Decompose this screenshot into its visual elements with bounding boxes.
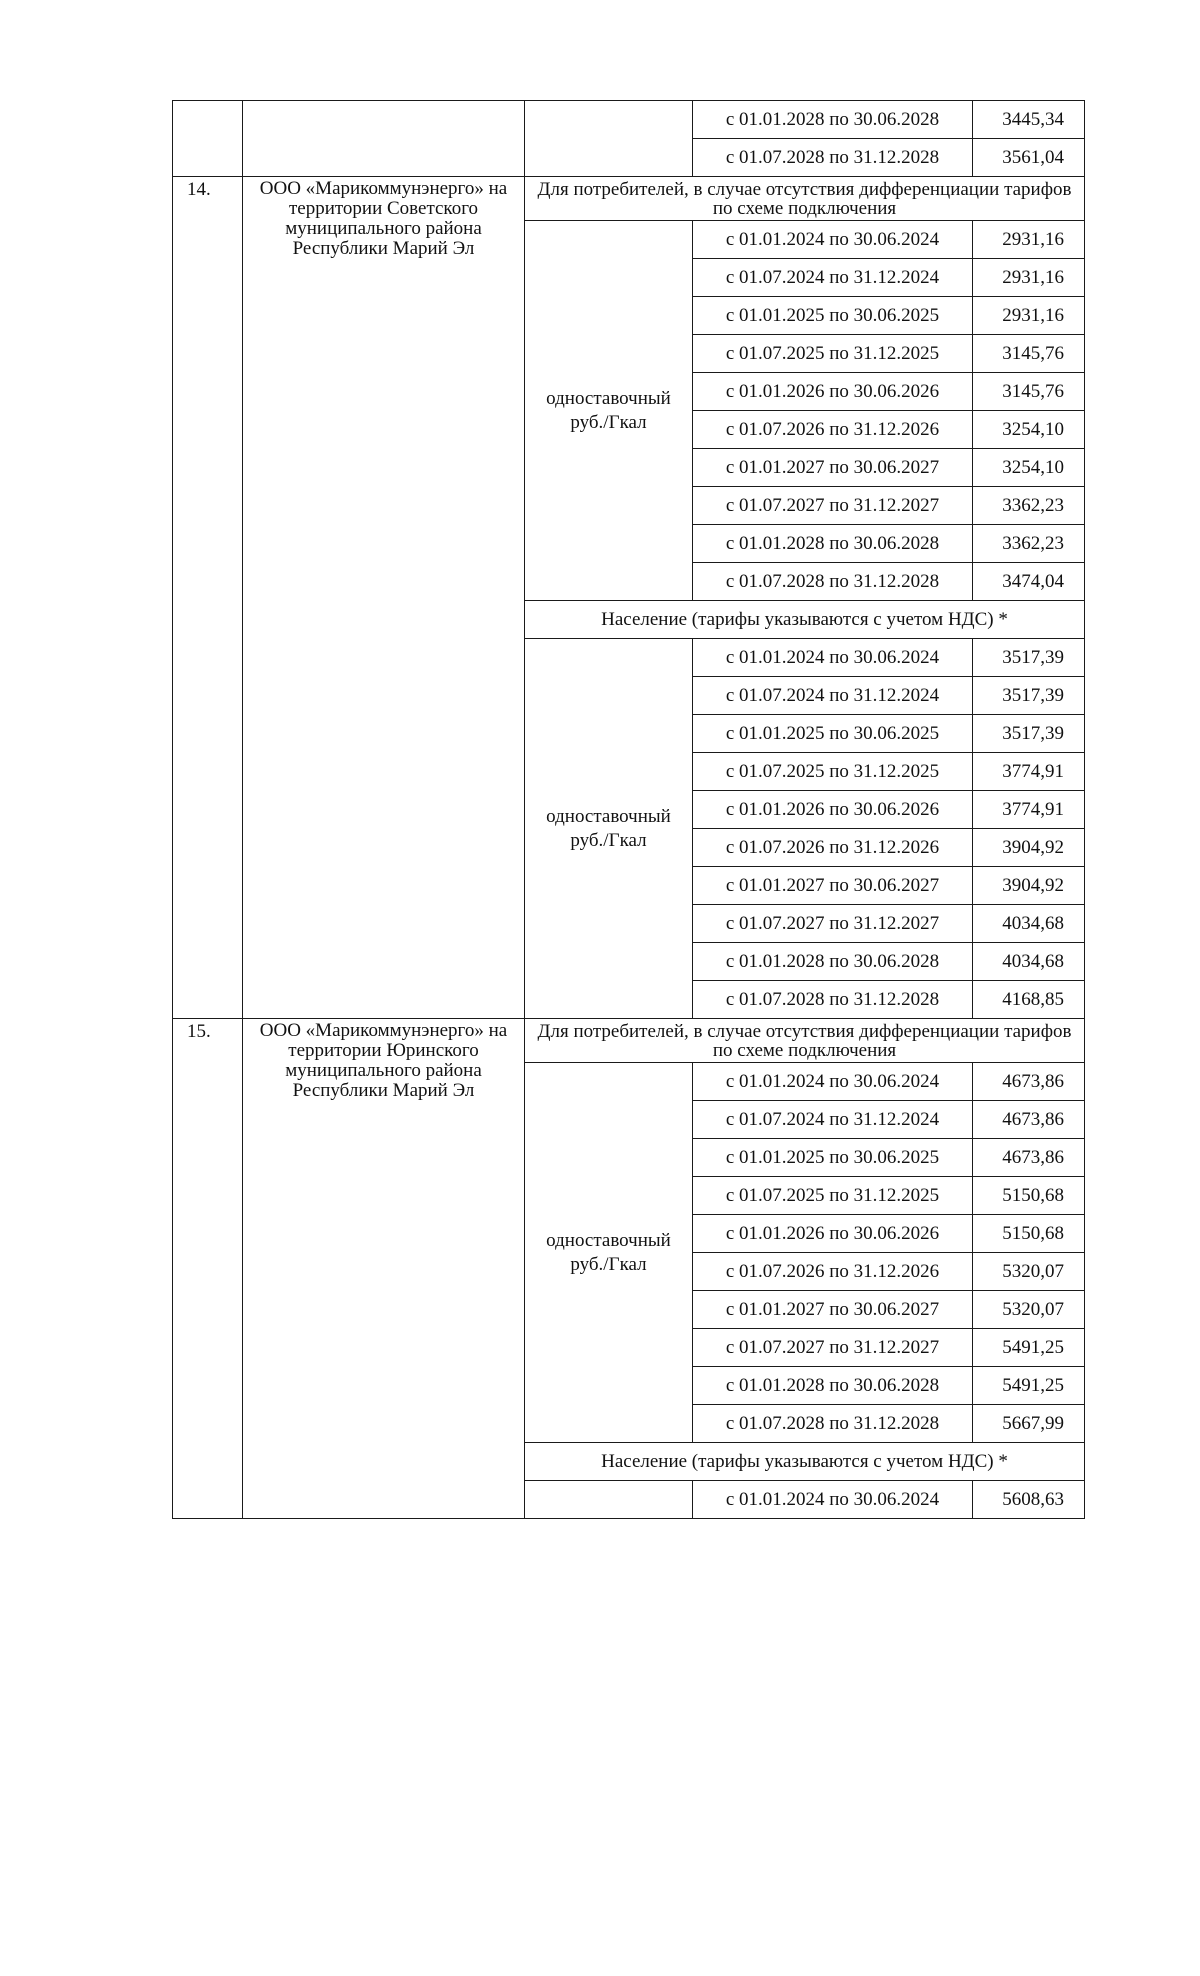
period-cell: с 01.07.2024 по 31.12.2024 <box>693 259 973 297</box>
period-cell: с 01.01.2027 по 30.06.2027 <box>693 1291 973 1329</box>
org-number: 14. <box>173 177 243 1019</box>
price-cell: 5667,99 <box>973 1405 1085 1443</box>
period-cell: с 01.01.2025 по 30.06.2025 <box>693 715 973 753</box>
price-cell: 3774,91 <box>973 791 1085 829</box>
section-header: Для потребителей, в случае отсутствия дифференциации тарифов по схеме подключения <box>525 1019 1085 1063</box>
price-cell: 3561,04 <box>973 139 1085 177</box>
period-cell: с 01.01.2026 по 30.06.2026 <box>693 373 973 411</box>
price-cell: 3145,76 <box>973 373 1085 411</box>
period-cell: с 01.01.2026 по 30.06.2026 <box>693 791 973 829</box>
period-cell: с 01.07.2027 по 31.12.2027 <box>693 905 973 943</box>
section-header: Население (тарифы указываются с учетом НДС) * <box>525 601 1085 639</box>
org-name: ООО «Марикоммунэнерго» на территории Советского муниципального района Республики Марий Эл <box>243 177 525 1019</box>
price-cell: 3362,23 <box>973 487 1085 525</box>
period-cell: с 01.01.2024 по 30.06.2024 <box>693 1481 973 1519</box>
rate-type-cell: одноставочный руб./Гкал <box>525 1063 693 1443</box>
price-cell: 3517,39 <box>973 715 1085 753</box>
section-header-row <box>173 1019 1085 1063</box>
section-header-row <box>173 177 1085 221</box>
price-cell: 2931,16 <box>973 297 1085 335</box>
period-cell: с 01.07.2024 по 31.12.2024 <box>693 1101 973 1139</box>
period-cell: с 01.07.2027 по 31.12.2027 <box>693 487 973 525</box>
price-cell: 2931,16 <box>973 221 1085 259</box>
period-cell: с 01.01.2028 по 30.06.2028 <box>693 101 973 139</box>
price-cell: 3254,10 <box>973 411 1085 449</box>
period-cell: с 01.07.2028 по 31.12.2028 <box>693 981 973 1019</box>
period-cell: с 01.07.2025 по 31.12.2025 <box>693 1177 973 1215</box>
price-cell: 2931,16 <box>973 259 1085 297</box>
carry-rate-cell <box>525 101 693 177</box>
price-cell: 5320,07 <box>973 1253 1085 1291</box>
price-cell: 3517,39 <box>973 639 1085 677</box>
tariff-table-body <box>173 101 1085 1519</box>
period-cell: с 01.01.2028 по 30.06.2028 <box>693 1367 973 1405</box>
price-cell: 4034,68 <box>973 943 1085 981</box>
period-cell: с 01.01.2024 по 30.06.2024 <box>693 1063 973 1101</box>
period-cell: с 01.07.2025 по 31.12.2025 <box>693 335 973 373</box>
section-header: Для потребителей, в случае отсутствия дифференциации тарифов по схеме подключения <box>525 177 1085 221</box>
price-cell: 5491,25 <box>973 1367 1085 1405</box>
section-header: Население (тарифы указываются с учетом НДС) * <box>525 1443 1085 1481</box>
price-cell: 3474,04 <box>973 563 1085 601</box>
rate-type-cell <box>525 1481 693 1519</box>
price-cell: 3774,91 <box>973 753 1085 791</box>
price-cell: 5608,63 <box>973 1481 1085 1519</box>
price-cell: 4673,86 <box>973 1101 1085 1139</box>
carry-org-cell <box>243 101 525 177</box>
period-cell: с 01.07.2025 по 31.12.2025 <box>693 753 973 791</box>
period-cell: с 01.01.2026 по 30.06.2026 <box>693 1215 973 1253</box>
price-cell: 5150,68 <box>973 1177 1085 1215</box>
price-cell: 4673,86 <box>973 1139 1085 1177</box>
price-cell: 3904,92 <box>973 867 1085 905</box>
price-cell: 4673,86 <box>973 1063 1085 1101</box>
price-cell: 3445,34 <box>973 101 1085 139</box>
period-cell: с 01.01.2028 по 30.06.2028 <box>693 525 973 563</box>
table-row <box>173 101 1085 139</box>
price-cell: 3362,23 <box>973 525 1085 563</box>
rate-type-cell: одноставочный руб./Гкал <box>525 221 693 601</box>
price-cell: 5150,68 <box>973 1215 1085 1253</box>
period-cell: с 01.01.2027 по 30.06.2027 <box>693 449 973 487</box>
period-cell: с 01.07.2026 по 31.12.2026 <box>693 829 973 867</box>
period-cell: с 01.07.2028 по 31.12.2028 <box>693 563 973 601</box>
tariff-table <box>172 100 1085 1519</box>
period-cell: с 01.07.2027 по 31.12.2027 <box>693 1329 973 1367</box>
org-name: ООО «Марикоммунэнерго» на территории Юринского муниципального района Республики Марий Эл <box>243 1019 525 1519</box>
price-cell: 3145,76 <box>973 335 1085 373</box>
period-cell: с 01.07.2028 по 31.12.2028 <box>693 1405 973 1443</box>
org-number: 15. <box>173 1019 243 1519</box>
price-cell: 4034,68 <box>973 905 1085 943</box>
period-cell: с 01.07.2026 по 31.12.2026 <box>693 1253 973 1291</box>
period-cell: с 01.07.2024 по 31.12.2024 <box>693 677 973 715</box>
period-cell: с 01.07.2028 по 31.12.2028 <box>693 139 973 177</box>
rate-type-cell: одноставочный руб./Гкал <box>525 639 693 1019</box>
period-cell: с 01.07.2026 по 31.12.2026 <box>693 411 973 449</box>
period-cell: с 01.01.2024 по 30.06.2024 <box>693 221 973 259</box>
period-cell: с 01.01.2025 по 30.06.2025 <box>693 297 973 335</box>
price-cell: 3517,39 <box>973 677 1085 715</box>
period-cell: с 01.01.2028 по 30.06.2028 <box>693 943 973 981</box>
period-cell: с 01.01.2024 по 30.06.2024 <box>693 639 973 677</box>
price-cell: 5320,07 <box>973 1291 1085 1329</box>
carry-number-cell <box>173 101 243 177</box>
price-cell: 3254,10 <box>973 449 1085 487</box>
period-cell: с 01.01.2027 по 30.06.2027 <box>693 867 973 905</box>
price-cell: 4168,85 <box>973 981 1085 1019</box>
price-cell: 3904,92 <box>973 829 1085 867</box>
price-cell: 5491,25 <box>973 1329 1085 1367</box>
period-cell: с 01.01.2025 по 30.06.2025 <box>693 1139 973 1177</box>
